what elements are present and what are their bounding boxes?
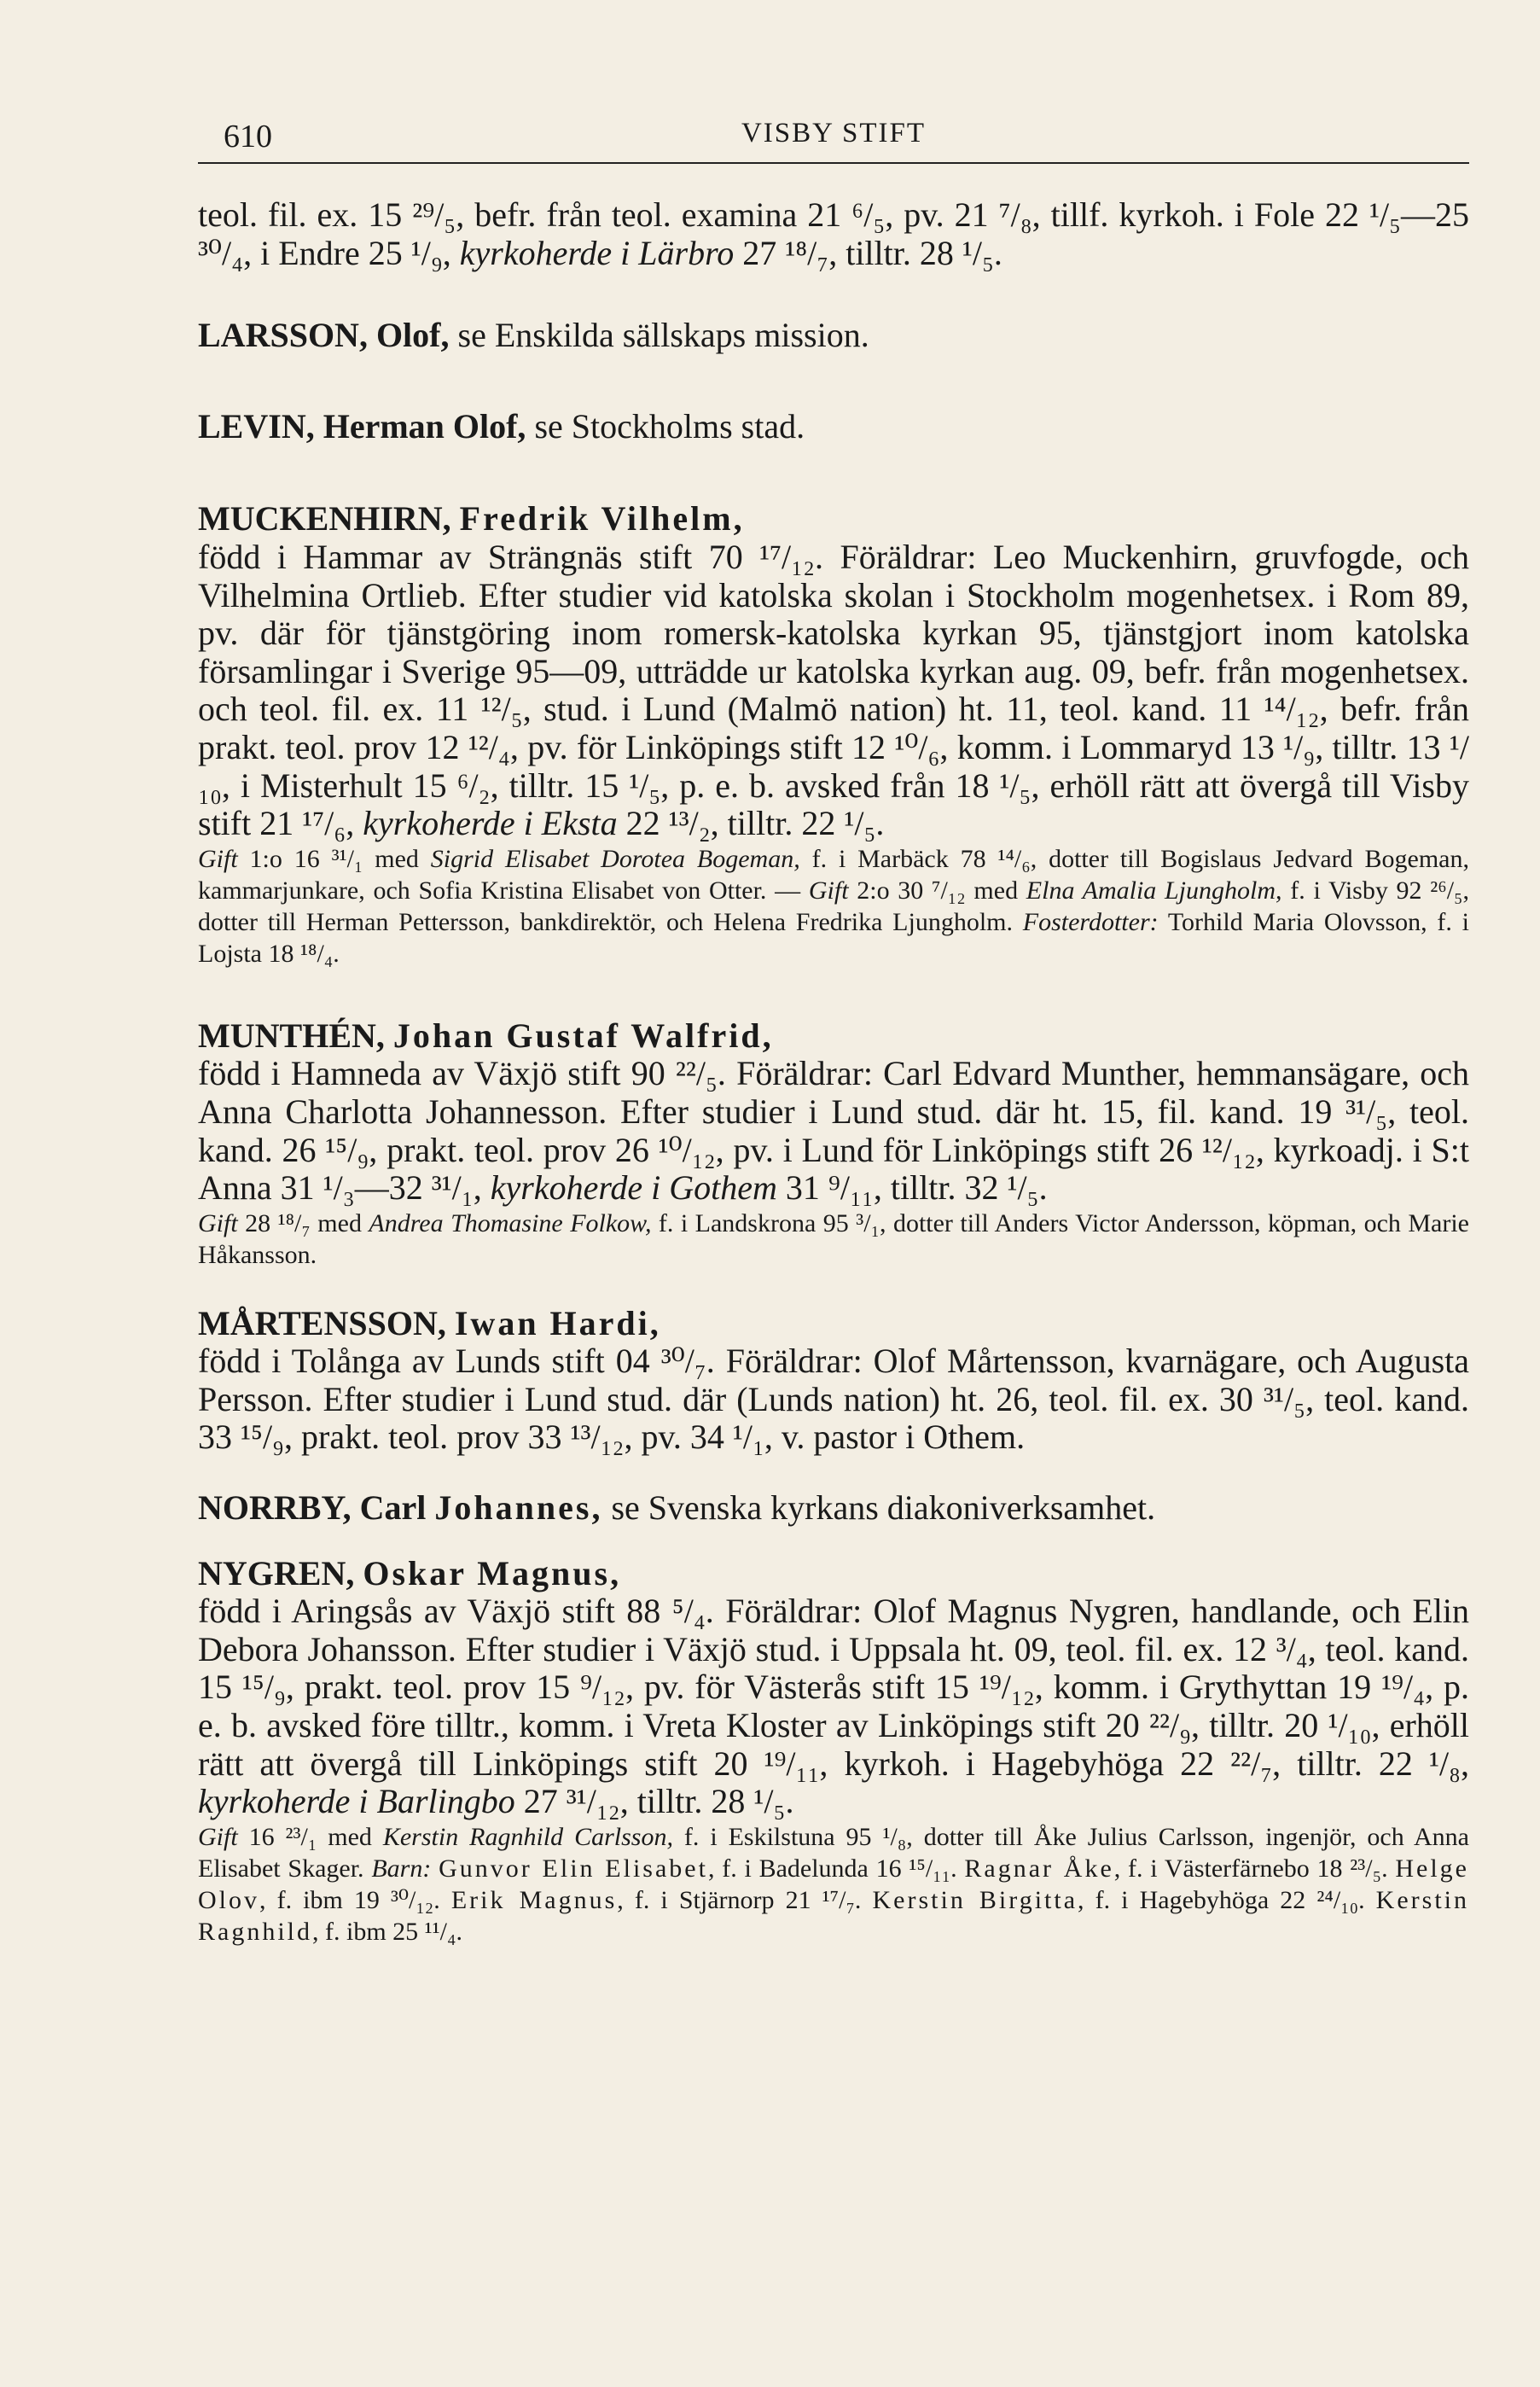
entry-heading: MUNTHÉN, Johan Gustaf Walfrid, xyxy=(198,1016,774,1055)
entry-levin: LEVIN, Herman Olof, se Stockholms stad. xyxy=(198,406,805,445)
entry-continuation: teol. fil. ex. 15 ²⁹/₅, befr. från teol. examina 21 ⁶/₅, pv. 21 ⁷/₈, tillf. kyrkoh. i Fole 22 ¹/₅—25 ³⁰/₄, i Endre 25 ¹/₉, kyrkoherde i Lärbro 27 ¹⁸/₇, tilltr. 28 ¹/₅. xyxy=(198,195,1469,272)
entry-family: Gift 16 ²³/₁ med Kerstin Ragnhild Carlsson, f. i Eskilstuna 95 ¹/₈, dotter till Åke Julius Carlsson, ingenjör, och Anna Elisabet Skager. Barn: Gunvor Elin Elisabet, f. i Badelunda 16 ¹⁵/₁₁. Ragnar Åke, f. i Västerfärnebo 18 ²³/₅. Helge Olov, f. ibm 19 ³⁰/₁₂. Erik Magnus, f. i Stjärnorp 21 ¹⁷/₇. Kerstin Birgitta, f. i Hagebyhöga 22 ²⁴/₁₀. Kerstin Ragnhild, f. ibm 25 ¹¹/₄. xyxy=(198,1822,1469,1946)
entry-body: född i Aringsås av Växjö stift 88 ⁵/₄. Föräldrar: Olof Magnus Nygren, handlande, och Elin Debora Johansson. Efter studier i Växjö stud. i Uppsala ht. 09, teol. fil. ex. 12 ³/₄, teol. kand. 15 ¹⁵/₉, prakt. teol. prov 15 ⁹/₁₂, pv. för Västerås stift 15 ¹⁹/₁₂, komm. i Grythyttan 19 ¹⁹/₄, p. e. b. avsked före tilltr., komm. i Vreta Kloster av Linköpings stift 20 ²²/₉, tilltr. 20 ¹/₁₀, erhöll rätt att övergå till Linköpings stift 20 ¹⁹/₁₁, kyrkoh. i Hagebyhöga 22 ²²/₇, tilltr. 22 ¹/₈, kyrkoherde i Barlingbo 27 ³¹/₁₂, tilltr. 28 ¹/₅. xyxy=(198,1592,1469,1821)
entry-name: LEVIN, Herman Olof, xyxy=(198,406,526,445)
entry-name: LARSSON, Olof, xyxy=(198,316,450,355)
page-number: 610 xyxy=(224,119,272,154)
entry-family: Gift 1:o 16 ³¹/₁ med Sigrid Elisabet Dorotea Bogeman, f. i Marbäck 78 ¹⁴/₆, dotter till Bogislaus Jedvard Bogeman, kammarjunkare, och Sofia Kristina Elisabet von Otter. — Gift 2:o 30 ⁷/₁₂ med Elna Amalia Ljungholm, f. i Visby 92 ²⁶/₅, dotter till Herman Pettersson, bankdirektör, och Helena Fredrika Ljungholm. Fosterdotter: Torhild Maria Olovsson, f. i Lojsta 18 ¹⁸/₄. xyxy=(198,844,1469,968)
entry-body: född i Tolånga av Lunds stift 04 ³⁰/₇. Föräldrar: Olof Mårtensson, kvarnägare, och Augusta Persson. Efter studier i Lund stud. där (Lunds nation) ht. 26, teol. fil. ex. 30 ³¹/₅, teol. kand. 33 ¹⁵/₉, prakt. teol. prov 33 ¹³/₁₂, pv. 34 ¹/₁, v. pastor i Othem. xyxy=(198,1342,1469,1457)
entry-martensson xyxy=(198,1305,1469,1457)
entry-heading: MÅRTENSSON, Iwan Hardi, xyxy=(198,1303,661,1342)
entry-heading: MUCKENHIRN, Fredrik Vilhelm, xyxy=(198,499,745,539)
entry-norrby: NORRBY, Carl Johannes, se Svenska kyrkans diakoniverksamhet. xyxy=(198,1488,1156,1528)
entry-larsson: LARSSON, Olof, se Enskilda sällskaps mission. xyxy=(198,316,869,355)
page-header xyxy=(198,111,1469,164)
entry-munthen xyxy=(198,1017,1469,1271)
entry-muckenhirn xyxy=(198,500,1469,969)
text-column xyxy=(198,196,1469,1947)
entry-family: Gift 28 ¹⁸/₇ med Andrea Thomasine Folkow, f. i Landskrona 95 ³/₁, dotter till Anders Victor Andersson, köpman, och Marie Håkansson. xyxy=(198,1208,1470,1269)
running-title: VISBY STIFT xyxy=(741,118,927,148)
entry-body: född i Hamneda av Växjö stift 90 ²²/₅. Föräldrar: Carl Edvard Munther, hemmansägare, och Anna Charlotta Johannesson. Efter studier i Lund stud. där ht. 15, fil. kand. 19 ³¹/₅, teol. kand. 26 ¹⁵/₉, prakt. teol. prov 26 ¹⁰/₁₂, pv. i Lund för Linköpings stift 26 ¹²/₁₂, kyrkoadj. i S:t Anna 31 ¹/₃—32 ³¹/₁, kyrkoherde i Gothem 31 ⁹/₁₁, tilltr. 32 ¹/₅. xyxy=(198,1054,1469,1208)
entry-body: född i Hammar av Strängnäs stift 70 ¹⁷/₁₂. Föräldrar: Leo Muckenhirn, gruvfogde, och Vilhelmina Ortlieb. Efter studier vid katolska skolan i Stockholm mogenhetsex. i Rom 89, pv. där för tjänstgöring inom romersk-katolska kyrkan 95, tjänstgjort inom katolska församlingar i Sverige 95—09, utträdde ur katolska kyrkan aug. 09, befr. från mogenhetsex. och teol. fil. ex. 11 ¹²/₅, stud. i Lund (Malmö nation) ht. 11, teol. kand. 11 ¹⁴/₁₂, befr. från prakt. teol. prov 12 ¹²/₄, pv. för Linköpings stift 12 ¹⁰/₆, komm. i Lommaryd 13 ¹/₉, tilltr. 13 ¹/₁₀, i Misterhult 15 ⁶/₂, tilltr. 15 ¹/₅, p. e. b. avsked från 18 ¹/₅, erhöll rätt att övergå till Visby stift 21 ¹⁷/₆, kyrkoherde i Eksta 22 ¹³/₂, tilltr. 22 ¹/₅. xyxy=(198,537,1469,843)
entry-heading: NYGREN, Oskar Magnus, xyxy=(198,1553,622,1592)
entry-nygren xyxy=(198,1555,1469,1947)
